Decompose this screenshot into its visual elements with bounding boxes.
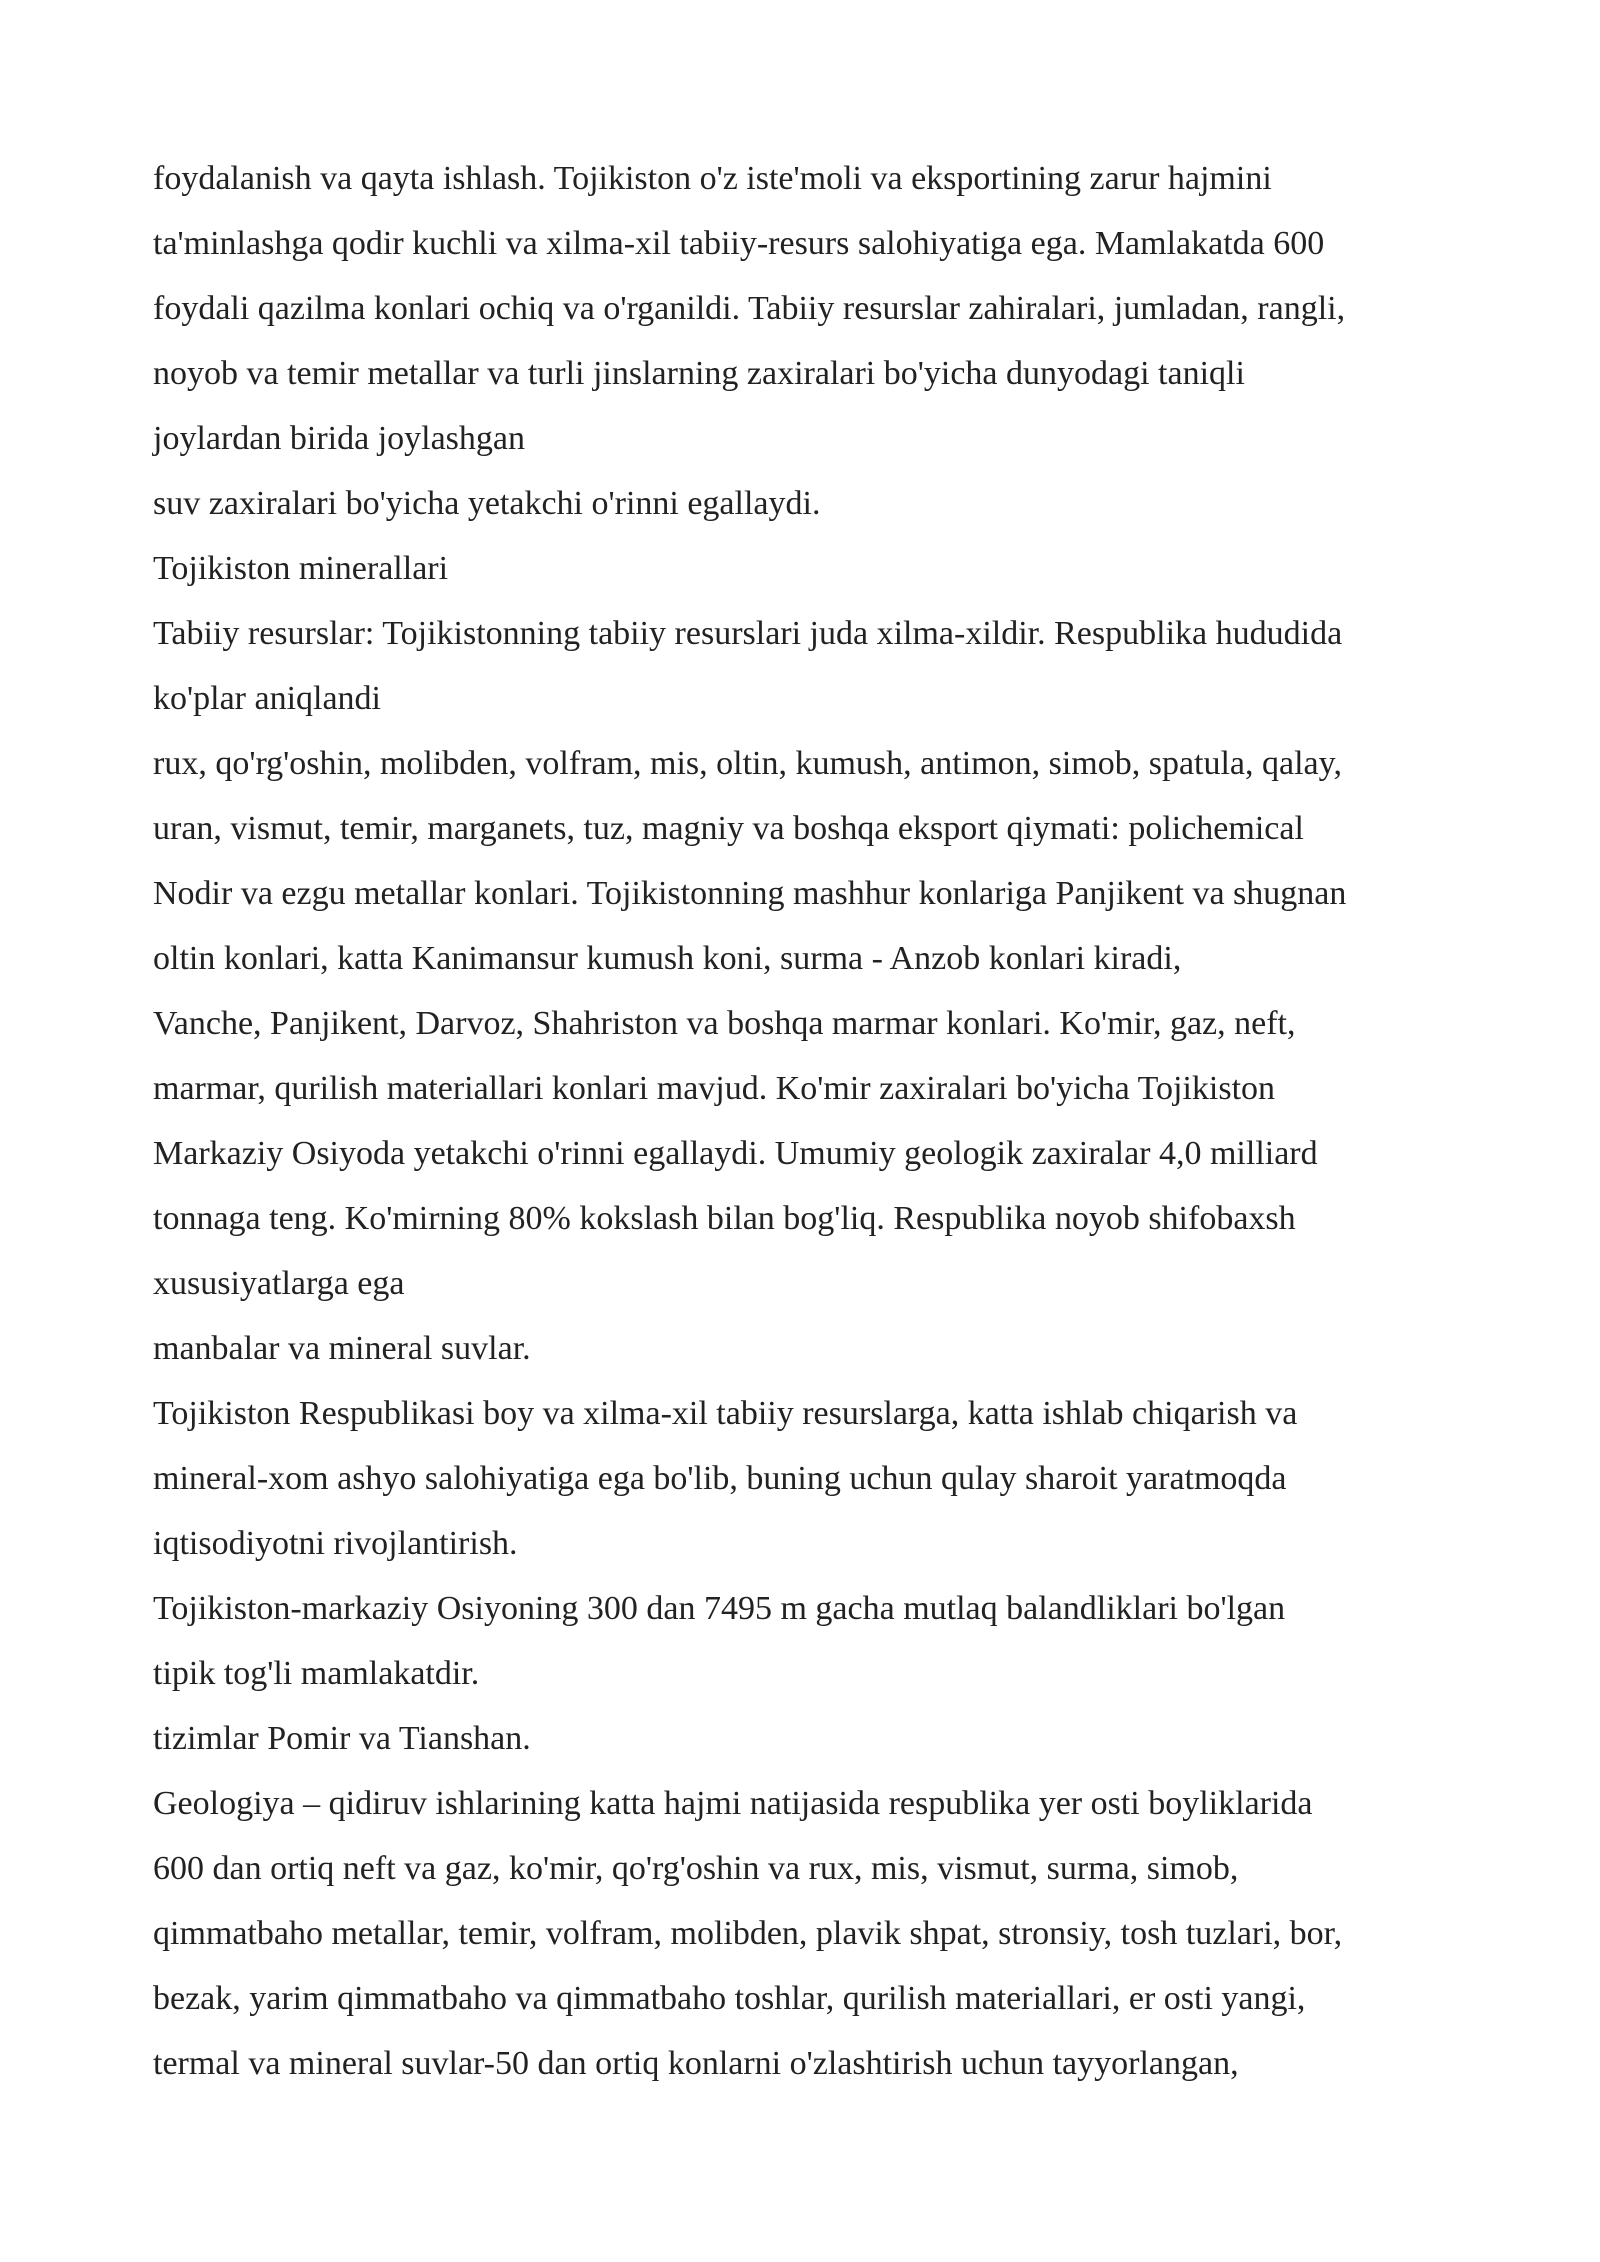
text-line: bezak, yarim qimmatbaho va qimmatbaho toshlar, qurilish materiallari, er osti yangi, xyxy=(153,1980,1306,2017)
text-line: Tabiiy resurslar: Tojikistonning tabiiy resurslari juda xilma-xildir. Respublika hududida xyxy=(153,615,1343,652)
text-line: suv zaxiralari bo'yicha yetakchi o'rinni egallaydi. xyxy=(153,485,821,522)
text-line: foydalanish va qayta ishlash. Tojikiston o'z iste'moli va eksportining zarur hajmini xyxy=(153,160,1272,197)
text-line: tipik tog'li mamlakatdir. xyxy=(153,1655,480,1692)
text-line: tizimlar Pomir va Tianshan. xyxy=(153,1720,531,1757)
text-line: Tojikiston Respublikasi boy va xilma-xil tabiiy resurslarga, katta ishlab chiqarish va xyxy=(153,1395,1298,1432)
text-line: marmar, qurilish materiallari konlari mavjud. Ko'mir zaxiralari bo'yicha Tojikiston xyxy=(153,1070,1276,1107)
text-line: Tojikiston-markaziy Osiyoning 300 dan 7495 m gacha mutlaq balandliklari bo'lgan xyxy=(153,1590,1286,1627)
text-line: joylardan birida joylashgan xyxy=(153,420,526,457)
text-line: Vanche, Panjikent, Darvoz, Shahriston va boshqa marmar konlari. Ko'mir, gaz, neft, xyxy=(153,1005,1296,1042)
text-line: noyob va temir metallar va turli jinslarning zaxiralari bo'yicha dunyodagi taniqli xyxy=(153,355,1245,392)
text-line: rux, qo'rg'oshin, molibden, volfram, mis, oltin, kumush, antimon, simob, spatula, qalay, xyxy=(153,745,1342,782)
text-line: ko'plar aniqlandi xyxy=(153,680,382,717)
text-line: ta'minlashga qodir kuchli va xilma-xil tabiiy-resurs salohiyatiga ega. Mamlakatda 600 xyxy=(153,225,1325,262)
section-heading: Tojikiston minerallari xyxy=(153,550,449,587)
text-line: termal va mineral suvlar-50 dan ortiq konlarni o'zlashtirish uchun tayyorlangan, xyxy=(153,2045,1239,2082)
text-line: mineral-xom ashyo salohiyatiga ega bo'lib, buning uchun qulay sharoit yaratmoqda xyxy=(153,1460,1287,1497)
text-line: foydali qazilma konlari ochiq va o'rganildi. Tabiiy resurslar zahiralari, jumladan, rangli, xyxy=(153,290,1346,327)
text-line: tonnaga teng. Ko'mirning 80% kokslash bilan bog'liq. Respublika noyob shifobaxsh xyxy=(153,1200,1296,1237)
text-line: qimmatbaho metallar, temir, volfram, molibden, plavik shpat, stronsiy, tosh tuzlari, bor, xyxy=(153,1915,1343,1952)
text-line: 600 dan ortiq neft va gaz, ko'mir, qo'rg'oshin va rux, mis, vismut, surma, simob, xyxy=(153,1850,1239,1887)
text-line: manbalar va mineral suvlar. xyxy=(153,1330,531,1367)
text-line: oltin konlari, katta Kanimansur kumush koni, surma - Anzob konlari kiradi, xyxy=(153,940,1182,977)
text-line: uran, vismut, temir, marganets, tuz, magniy va boshqa eksport qiymati: polichemical xyxy=(153,810,1304,847)
text-line: iqtisodiyotni rivojlantirish. xyxy=(153,1525,518,1562)
body-text xyxy=(153,146,1493,2096)
text-line: Markaziy Osiyoda yetakchi o'rinni egallaydi. Umumiy geologik zaxiralar 4,0 milliard xyxy=(153,1135,1318,1172)
text-line: Nodir va ezgu metallar konlari. Tojikistonning mashhur konlariga Panjikent va shugnan xyxy=(153,875,1347,912)
text-line: Geologiya – qidiruv ishlarining katta hajmi natijasida respublika yer osti boyliklarida xyxy=(153,1785,1313,1822)
text-line: xususiyatlarga ega xyxy=(153,1265,405,1302)
